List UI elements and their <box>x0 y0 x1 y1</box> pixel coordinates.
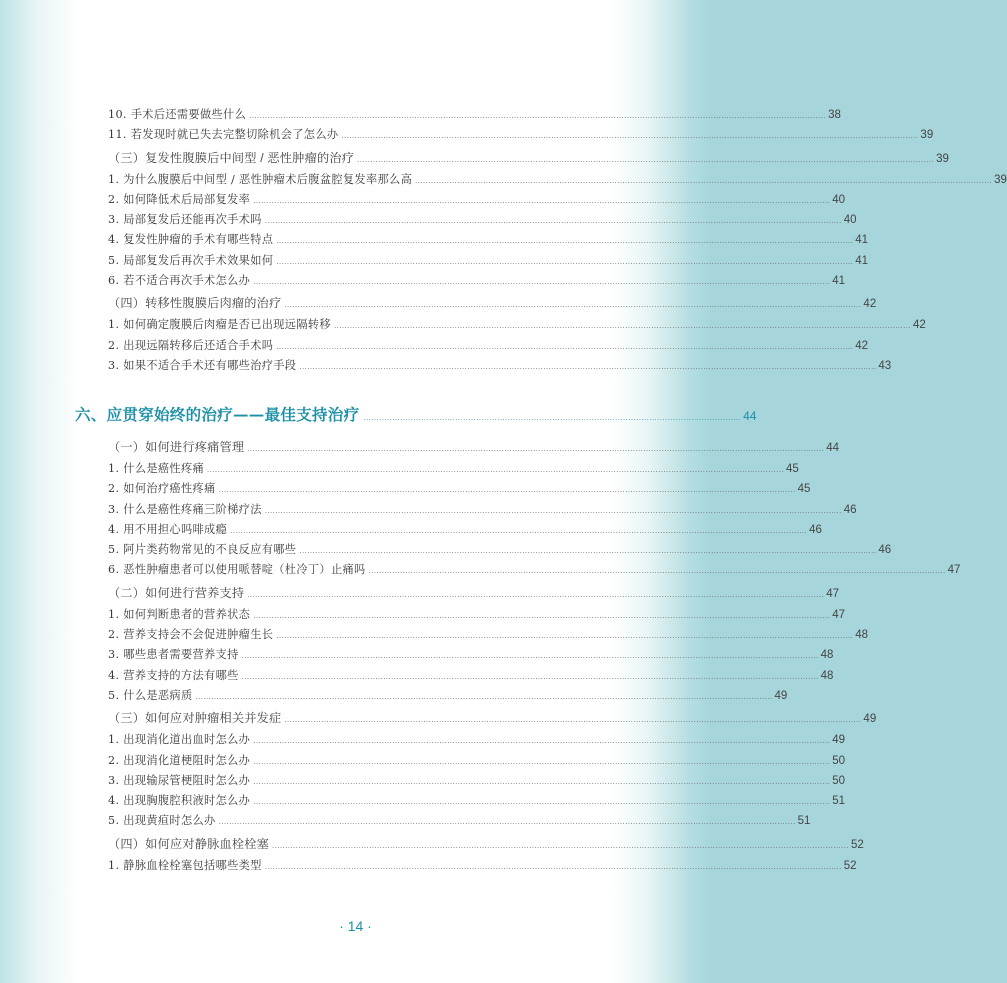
toc-entry-title: （二）如何进行营养支持 <box>108 585 245 600</box>
toc-entry-title: 1. 出现消化道出血时怎么办 <box>108 733 251 747</box>
dot-leader: ............................................................................................................................................................................................................................ <box>276 341 854 351</box>
dot-leader: ............................................................................................................................................................................................................................ <box>264 861 842 871</box>
toc-entry-title: （三）复发性腹膜后中间型 / 恶性肿瘤的治疗 <box>108 150 355 165</box>
toc-entry-page-number: 46 <box>809 523 822 536</box>
toc-entry[interactable] <box>108 856 857 876</box>
toc-entry-title: 2. 出现远隔转移后还适合手术吗 <box>108 338 274 352</box>
toc-entry[interactable] <box>108 170 1007 190</box>
toc-entry[interactable] <box>108 459 799 479</box>
chapter-title: 六、应贯穿始终的治疗——最佳支持治疗 <box>75 405 360 424</box>
dot-leader: ............................................................................................................................................................................................................................ <box>341 131 919 141</box>
toc-entry-page-number: 51 <box>797 815 811 828</box>
toc-entry[interactable] <box>108 605 845 625</box>
toc-entry[interactable] <box>108 751 845 771</box>
toc-entry-page-number: 38 <box>828 109 841 121</box>
toc-entry[interactable] <box>108 336 869 356</box>
toc-entry-page-number: 48 <box>820 669 834 682</box>
dot-leader: ............................................................................................................................................................................................................................ <box>253 797 831 807</box>
toc-entry-title: 4. 用不用担心吗啡成瘾 <box>108 522 228 536</box>
toc-section-entry[interactable] <box>108 435 840 459</box>
chapter-heading[interactable] <box>75 403 757 425</box>
dot-leader: ............................................................................................................................................................................................................................ <box>253 776 831 786</box>
toc-entry[interactable] <box>108 356 892 376</box>
dot-leader: ............................................................................................................................................................................................................................ <box>247 444 825 453</box>
toc-entry[interactable] <box>108 500 857 520</box>
toc-entry-page-number: 42 <box>855 339 869 352</box>
toc-entry-title: 4. 复发性肿瘤的手术有哪些特点 <box>108 233 274 247</box>
toc-entry-page-number: 47 <box>832 608 845 621</box>
dot-leader: ............................................................................................................................................................................................................................ <box>218 485 796 495</box>
toc-entry-page-number: 47 <box>947 564 961 577</box>
toc-entry-title: 4. 营养支持的方法有哪些 <box>108 668 239 682</box>
toc-section-entry[interactable] <box>108 581 840 605</box>
toc-entry[interactable] <box>108 791 845 811</box>
dot-leader: ............................................................................................................................................................................................................................ <box>276 631 854 641</box>
toc-entry[interactable] <box>108 520 822 540</box>
dot-leader: ............................................................................................................................................................................................................................ <box>253 756 831 766</box>
page-footer-number: · 14 · <box>339 918 372 934</box>
toc-entry-page-number: 41 <box>832 275 845 288</box>
dot-leader: ............................................................................................................................................................................................................................ <box>253 277 831 287</box>
dot-leader: ............................................................................................................................................................................................................................ <box>299 361 877 371</box>
toc-entry[interactable] <box>108 645 834 665</box>
dot-leader: ............................................................................................................................................................................................................................ <box>357 154 935 164</box>
toc-entry-title: 2. 如何治疗癌性疼痛 <box>108 482 216 496</box>
toc-entry-title: 3. 如果不适合手术还有哪些治疗手段 <box>108 358 297 372</box>
toc-entry[interactable] <box>108 271 845 291</box>
toc-section-entry[interactable] <box>108 146 949 170</box>
dot-leader: ............................................................................................................................................................................................................................ <box>264 216 842 226</box>
toc-entry-title: 5. 什么是恶病质 <box>108 688 193 702</box>
toc-entry-title: 5. 局部复发后再次手术效果如何 <box>108 253 274 267</box>
toc-list-top <box>108 105 1007 376</box>
dot-leader: ............................................................................................................................................................................................................................ <box>253 736 831 746</box>
toc-entry-title: 5. 阿片类药物常见的不良反应有哪些 <box>108 543 297 557</box>
toc-entry-page-number: 42 <box>912 319 926 332</box>
toc-entry-title: 1. 静脉血栓栓塞包括哪些类型 <box>108 858 262 872</box>
toc-entry[interactable] <box>108 479 811 499</box>
toc-entry-page-number: 49 <box>774 689 788 702</box>
toc-entry[interactable] <box>108 730 845 750</box>
toc-entry-title: 10. 手术后还需要做些什么 <box>108 108 247 121</box>
toc-entry-title: 2. 营养支持会不会促进肿瘤生长 <box>108 628 274 642</box>
toc-entry-page-number: 45 <box>786 463 799 475</box>
toc-entry-title: 3. 局部复发后还能再次手术吗 <box>108 213 262 227</box>
toc-entry-page-number: 48 <box>820 649 834 662</box>
toc-entry-page-number: 43 <box>878 359 892 372</box>
dot-leader: ............................................................................................................................................................................................................................ <box>207 465 785 474</box>
toc-entry-title: 3. 哪些患者需要营养支持 <box>108 648 239 662</box>
toc-entry-title: 1. 什么是癌性疼痛 <box>108 462 205 475</box>
dot-leader: ............................................................................................................................................................................................................................ <box>230 525 808 535</box>
toc-entry-page-number: 39 <box>920 129 934 142</box>
dot-leader: ............................................................................................................................................................................................................................ <box>195 691 773 701</box>
dot-leader: ............................................................................................................................................................................................................................ <box>264 505 842 515</box>
dot-leader: ................................................................................................................................................ <box>363 413 742 422</box>
toc-entry-title: 5. 出现黄疸时怎么办 <box>108 814 216 828</box>
toc-entry[interactable] <box>108 771 845 791</box>
toc-entry[interactable] <box>108 315 926 335</box>
toc-entry-title: 3. 出现输尿管梗阻时怎么办 <box>108 773 251 787</box>
dot-leader: ............................................................................................................................................................................................................................ <box>284 715 862 725</box>
toc-entry-page-number: 39 <box>994 173 1007 186</box>
dot-leader: ............................................................................................................................................................................................................................ <box>241 651 819 661</box>
toc-entry[interactable] <box>108 540 892 560</box>
toc-entry-page-number: 52 <box>851 838 864 851</box>
dot-leader: ............................................................................................................................................................................................................................ <box>253 195 831 205</box>
toc-entry-page-number: 40 <box>843 214 857 227</box>
toc-entry-title: （三）如何应对肿瘤相关并发症 <box>108 711 282 726</box>
toc-entry-page-number: 40 <box>832 193 845 206</box>
toc-entry-page-number: 41 <box>855 254 869 267</box>
toc-entry-title: （四）转移性腹膜后肉瘤的治疗 <box>108 296 282 311</box>
dot-leader: ............................................................................................................................................................................................................................ <box>333 321 911 331</box>
dot-leader: ............................................................................................................................................................................................................................ <box>249 111 827 120</box>
toc-entry[interactable] <box>108 105 841 125</box>
dot-leader: ............................................................................................................................................................................................................................ <box>276 256 854 266</box>
chapter-page-number: 44 <box>743 409 757 423</box>
dot-leader: ............................................................................................................................................................................................................................ <box>241 671 819 681</box>
toc-entry-page-number: 39 <box>936 152 949 165</box>
toc-entry-page-number: 49 <box>863 713 877 726</box>
dot-leader: ............................................................................................................................................................................................................................ <box>276 236 854 246</box>
toc-entry[interactable] <box>108 811 811 831</box>
dot-leader: ............................................................................................................................................................................................................................ <box>272 840 850 850</box>
dot-leader: ............................................................................................................................................................................................................................ <box>299 546 877 556</box>
toc-entry-page-number: 49 <box>832 734 845 747</box>
toc-entry-page-number: 47 <box>826 587 840 600</box>
toc-entry-page-number: 42 <box>863 298 877 311</box>
toc-entry[interactable] <box>108 666 834 686</box>
toc-entry-page-number: 48 <box>855 629 869 642</box>
toc-entry[interactable] <box>108 560 961 580</box>
toc-entry[interactable] <box>108 230 869 250</box>
toc-entry-page-number: 46 <box>878 544 892 557</box>
dot-leader: ............................................................................................................................................................................................................................ <box>253 610 831 620</box>
toc-entry-title: 6. 若不适合再次手术怎么办 <box>108 274 251 288</box>
toc-entry-title: 6. 恶性肿瘤患者可以使用哌替啶（杜冷丁）止痛吗 <box>108 563 366 577</box>
toc-entry-title: 11. 若发现时就已失去完整切除机会了怎么办 <box>108 128 339 142</box>
toc-entry-title: 2. 出现消化道梗阻时怎么办 <box>108 753 251 767</box>
toc-entry-page-number: 50 <box>832 774 845 787</box>
dot-leader: ............................................................................................................................................................................................................................ <box>368 566 946 576</box>
toc-entry-title: 1. 为什么腹膜后中间型 / 恶性肿瘤术后腹盆腔复发率那么高 <box>108 172 413 186</box>
toc-entry-page-number: 50 <box>832 754 845 767</box>
dot-leader: ............................................................................................................................................................................................................................ <box>415 175 993 185</box>
toc-entry-title: （四）如何应对静脉血栓栓塞 <box>108 836 270 851</box>
toc-entry-page-number: 41 <box>855 234 869 247</box>
toc-entry[interactable] <box>108 251 869 271</box>
dot-leader: ............................................................................................................................................................................................................................ <box>284 300 862 310</box>
toc-section-entry[interactable] <box>108 291 877 315</box>
toc-entry[interactable] <box>108 125 934 145</box>
toc-entry-page-number: 52 <box>843 859 857 872</box>
toc-entry-title: 1. 如何确定腹膜后肉瘤是否已出现远隔转移 <box>108 318 331 332</box>
toc-section-entry[interactable] <box>108 706 877 730</box>
dot-leader: ............................................................................................................................................................................................................................ <box>247 589 825 599</box>
toc-entry-page-number: 46 <box>843 503 857 516</box>
toc-entry-page-number: 51 <box>832 795 845 808</box>
toc-list-bottom <box>108 435 961 876</box>
toc-section-entry[interactable] <box>108 832 864 856</box>
toc-entry[interactable] <box>108 190 845 210</box>
toc-entry-page-number: 45 <box>797 483 811 496</box>
toc-entry-title: （一）如何进行疼痛管理 <box>108 440 245 454</box>
toc-entry-title: 4. 出现胸腹腔积液时怎么办 <box>108 794 251 808</box>
toc-entry-title: 1. 如何判断患者的营养状态 <box>108 607 251 621</box>
dot-leader: ............................................................................................................................................................................................................................ <box>218 817 796 827</box>
toc-entry-title: 2. 如何降低术后局部复发率 <box>108 192 251 206</box>
toc-entry-title: 3. 什么是癌性疼痛三阶梯疗法 <box>108 502 262 516</box>
toc-entry-page-number: 44 <box>826 442 840 454</box>
toc-entry[interactable] <box>108 686 788 706</box>
toc-entry[interactable] <box>108 625 869 645</box>
toc-entry[interactable] <box>108 210 857 230</box>
